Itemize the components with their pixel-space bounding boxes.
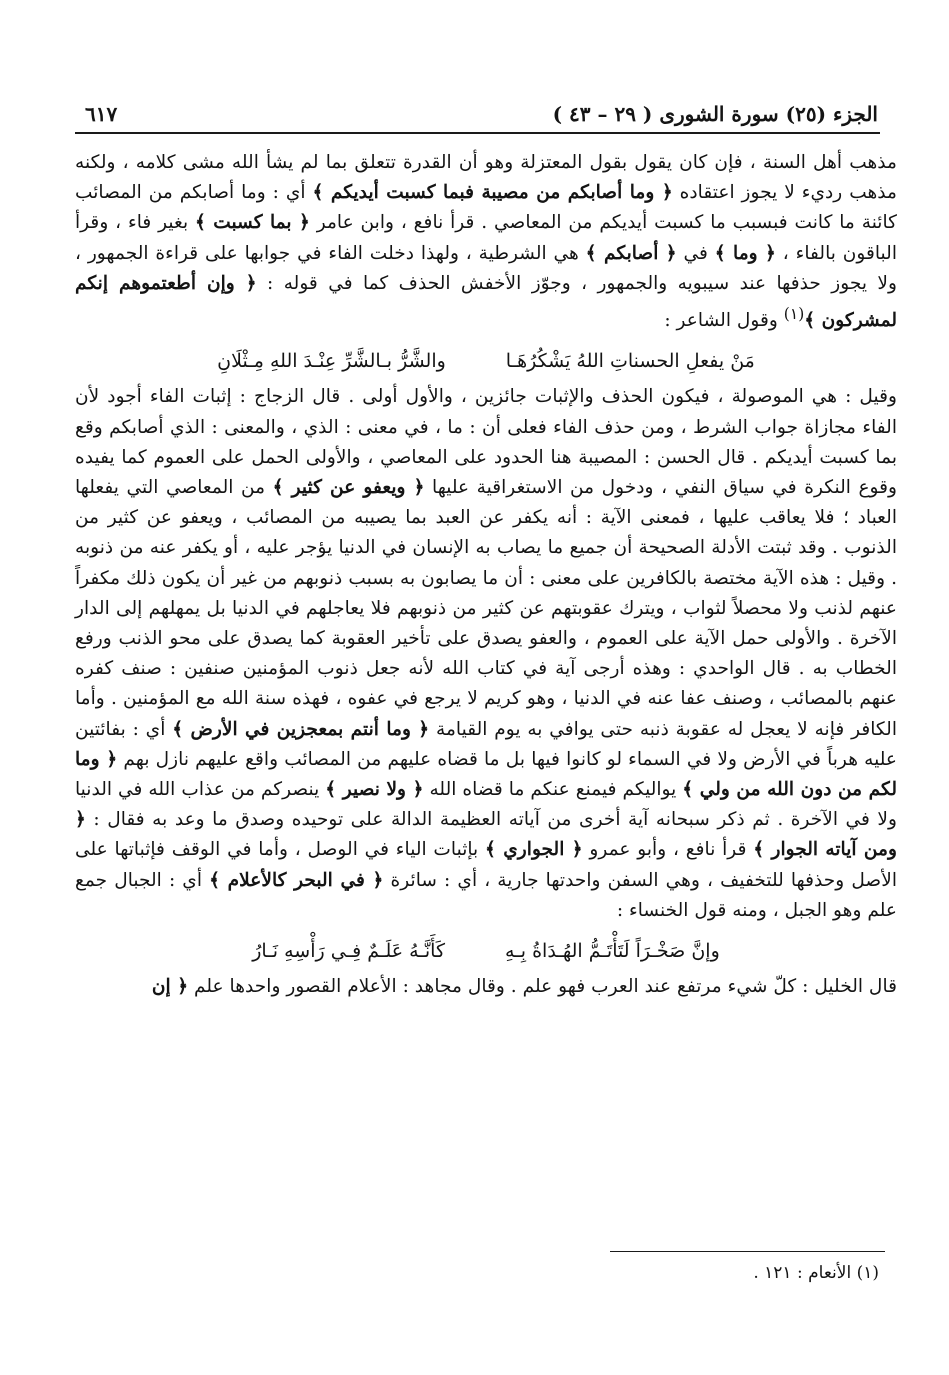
text-run: مذهب أهل السنة ، فإن كان يقول بقول المعتزلة وهو أن القدرة تتعلق بما لم يشأ الله مشى كلامه ، ولكنه مذهب رديء لا يجوز اعتقاده (75, 152, 897, 204)
text-run: ينصركم من عذاب الله في الدنيا ولا في الآخرة . ثم ذكر سبحانه آية أخرى من آياته العظيمة الدالة على توحيده وصدق ما وعد به فقال : (75, 779, 897, 831)
quran-quote: ﴿ الجواري ﴾ (485, 839, 583, 861)
running-title: الجزء (٢٥) سورة الشورى ( ٢٩ – ٤٣ ) (552, 102, 878, 126)
quran-quote: ﴿ وإن أطعتموهم إنكم لمشركون ﴾ (75, 272, 897, 332)
text-run: بإثبات الياء في الوصل ، وأما في الوقف فإثباتها على الأصل وحذفها للتخفيف ، وهي السفن واحدتها جارية ، أي : سائرة (75, 839, 897, 891)
paragraph-1 (75, 148, 897, 336)
main-text (75, 148, 897, 1002)
text-run: وقيل : هي الموصولة ، فيكون الحذف والإثبات جائزين ، والأول أولى . قال الزجاج : إثبات الفاء أجود لأن الفاء مجازاة جواب الشرط ، ومن حذف الفاء فعلى أن : ما ، في معنى : الذي ، والمعنى : الذي أصابكم وقع بما كسبت أيديكم . قال الحسن : المصيبة هنا الحدود على المعاصي ، والأولى الحمل على العموم كما يفيده وقوع النكرة في سياق النفي ، ودخول من الاستغراقية عليها (75, 386, 898, 499)
text-run: قال الخليل : كلّ شيء مرتفع عند العرب فهو علم . وقال مجاهد : الأعلام القصور واحدها علم (188, 976, 897, 998)
verse-hemistich-second: كَأَنَّـهُ عَلَـمٌ فِـي رَأْسِهِ نَـارُ (252, 940, 445, 963)
text-run: أي : الجبال جمع علم وهو الجبل ، ومنه قول الخنساء : (75, 869, 897, 921)
paragraph-3 (75, 972, 897, 1002)
quran-quote: ﴿ وما لكم من دون الله من ولي ﴾ (75, 748, 897, 801)
quran-quote: ﴿ وما ﴾ (714, 242, 776, 264)
text-run: وقول الشاعر : (664, 310, 784, 332)
page-number: ٦١٧ (85, 102, 118, 126)
quran-quote: ﴿ أصابكم ﴾ (585, 242, 677, 264)
text-run: قرأ نافع ، وأبو عمرو (582, 839, 754, 861)
quran-quote: ﴿ ويعفو عن كثير ﴾ (272, 477, 425, 499)
text-run: هي الشرطية ، ولهذا دخلت الفاء في جوابها على قراءة الجمهور ، ولا يجوز حذفها عند سيبويه والجمهور ، وجوّز الأخفش الحذف كما في قوله : (75, 242, 897, 294)
footnote-separator (610, 1251, 885, 1252)
text-run: من المعاصي التي يفعلها العباد ؛ فلا يعاقب عليها ، فمعنى الآية : أنه يكفر عن العبد بما يصيبه من المصائب ، ويعفو عن كثير من الذنوب . وقد ثبتت الأدلة الصحيحة أن جميع ما يصاب به الإنسان في الدنيا يؤجر عليه ، أو يكفر عنه من ذنوبه . وقيل : هذه الآية مختصة بالكافرين على معنى : أن ما يصابون به بسبب ذنوبهم من غير أن يكون ذلك مكفراً عنهم لذنب ولا محصلاً لثواب ، ويترك عقوبتهم عن كثير من ذنوبهم فلا يعاجلهم في الدنيا بل يمهلهم إلى الدار الآخرة . والأولى حمل الآية على العموم ، والعفو يصدق على تأخير العقوبة كما يصدق على محو الذنب ورفع الخطاب به . قال الواحدي : وهذه أرجى آية في كتاب الله لأنه جعل ذنوب المؤمنين صنفين : صنف كفره عنهم بالمصائب ، وصنف عفا عنه في الدنيا ، وهو كريم لا يرجع في عفوه ، فهذه سنة الله مع المؤمنين . وأما الكافر فإنه لا يعجل له عقوبة ذنبه حتى يوافي به يوم القيامة (75, 477, 897, 740)
quran-quote: ﴿ وما أنتم بمعجزين في الأرض ﴾ (172, 718, 430, 740)
page-header (75, 96, 880, 134)
quran-quote: ﴿ وما أصابكم من مصيبة فبما كسبت أيديكم ﴾ (312, 182, 673, 204)
quran-quote: ﴿ ومن آياته الجوار ﴾ (75, 809, 897, 861)
text-run: بغير فاء ، وقرأ الباقون بالفاء ، (75, 212, 897, 264)
text-run: أي : بفائتين عليه هرباً في الأرض ولا في السماء لو كانوا فيها بل ما قضاه عليهم من المصائب واقع عليهم نازل بهم (75, 718, 897, 770)
paragraph-2 (75, 382, 897, 926)
poetry-verse-2 (75, 934, 897, 968)
quran-quote: ﴿ في البحر كالأعلام ﴾ (209, 869, 384, 891)
footnote: (١) الأنعام : ١٢١ . (753, 1263, 879, 1283)
verse-hemistich-first: مَنْ يفعلِ الحسناتِ اللهُ يَشْكُرُهَـا (505, 350, 755, 373)
quran-quote: ﴿ إن (151, 976, 189, 998)
quran-quote: ﴿ بما كسبت ﴾ (194, 212, 310, 234)
footnote-reference: (١) (783, 305, 805, 324)
text-run: أي : وما أصابكم من المصائب كائنة ما كانت فبسبب ما كسبت أيديكم من المعاصي . قرأ نافع ، وابن عامر (75, 182, 898, 234)
poetry-verse-1 (75, 344, 897, 378)
text-run: في (676, 242, 715, 264)
quran-quote: ﴿ ولا نصير ﴾ (325, 779, 424, 801)
verse-hemistich-second: والشَّرُّ بـالشَّرِّ عِنْـدَ اللهِ مِـثْلَانِ (217, 350, 446, 373)
verse-hemistich-first: وإنَّ صَخْـرَاً لَتَأْتَـمُّ الهُـدَاةُ بِـهِ (505, 940, 720, 963)
text-run: يواليكم فيمنع عنكم ما قضاه الله (423, 779, 683, 801)
